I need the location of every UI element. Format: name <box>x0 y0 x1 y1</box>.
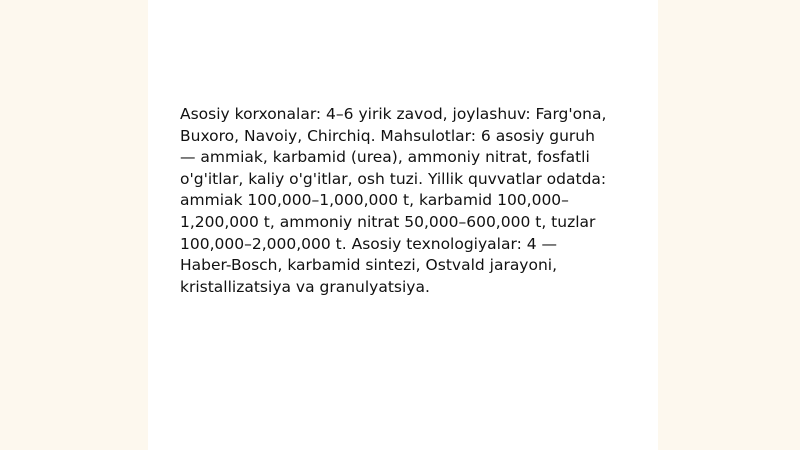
body-paragraph: Asosiy korxonalar: 4–6 yirik zavod, joylashuv: Farg'ona, Buxoro, Navoiy, Chirchiq. Mahsulotlar: 6 asosiy guruh — ammiak, karbamid (urea), ammoniy nitrat, fosfatli o'g'itlar, kaliy o'g'itlar, osh tuzi. Yillik quvvatlar odatda: ammiak 100,000–1,000,000 t, karbamid 100,000–1,200,000 t, ammoniy nitrat 50,000–600,000 t, tuzlar 100,000–2,000,000 t. Asosiy texnologiyalar: 4 — Haber-Bosch, karbamid sintezi, Ostvald jarayoni, kristallizatsiya va granulyatsiya. <box>180 105 607 296</box>
document-page <box>148 0 658 450</box>
